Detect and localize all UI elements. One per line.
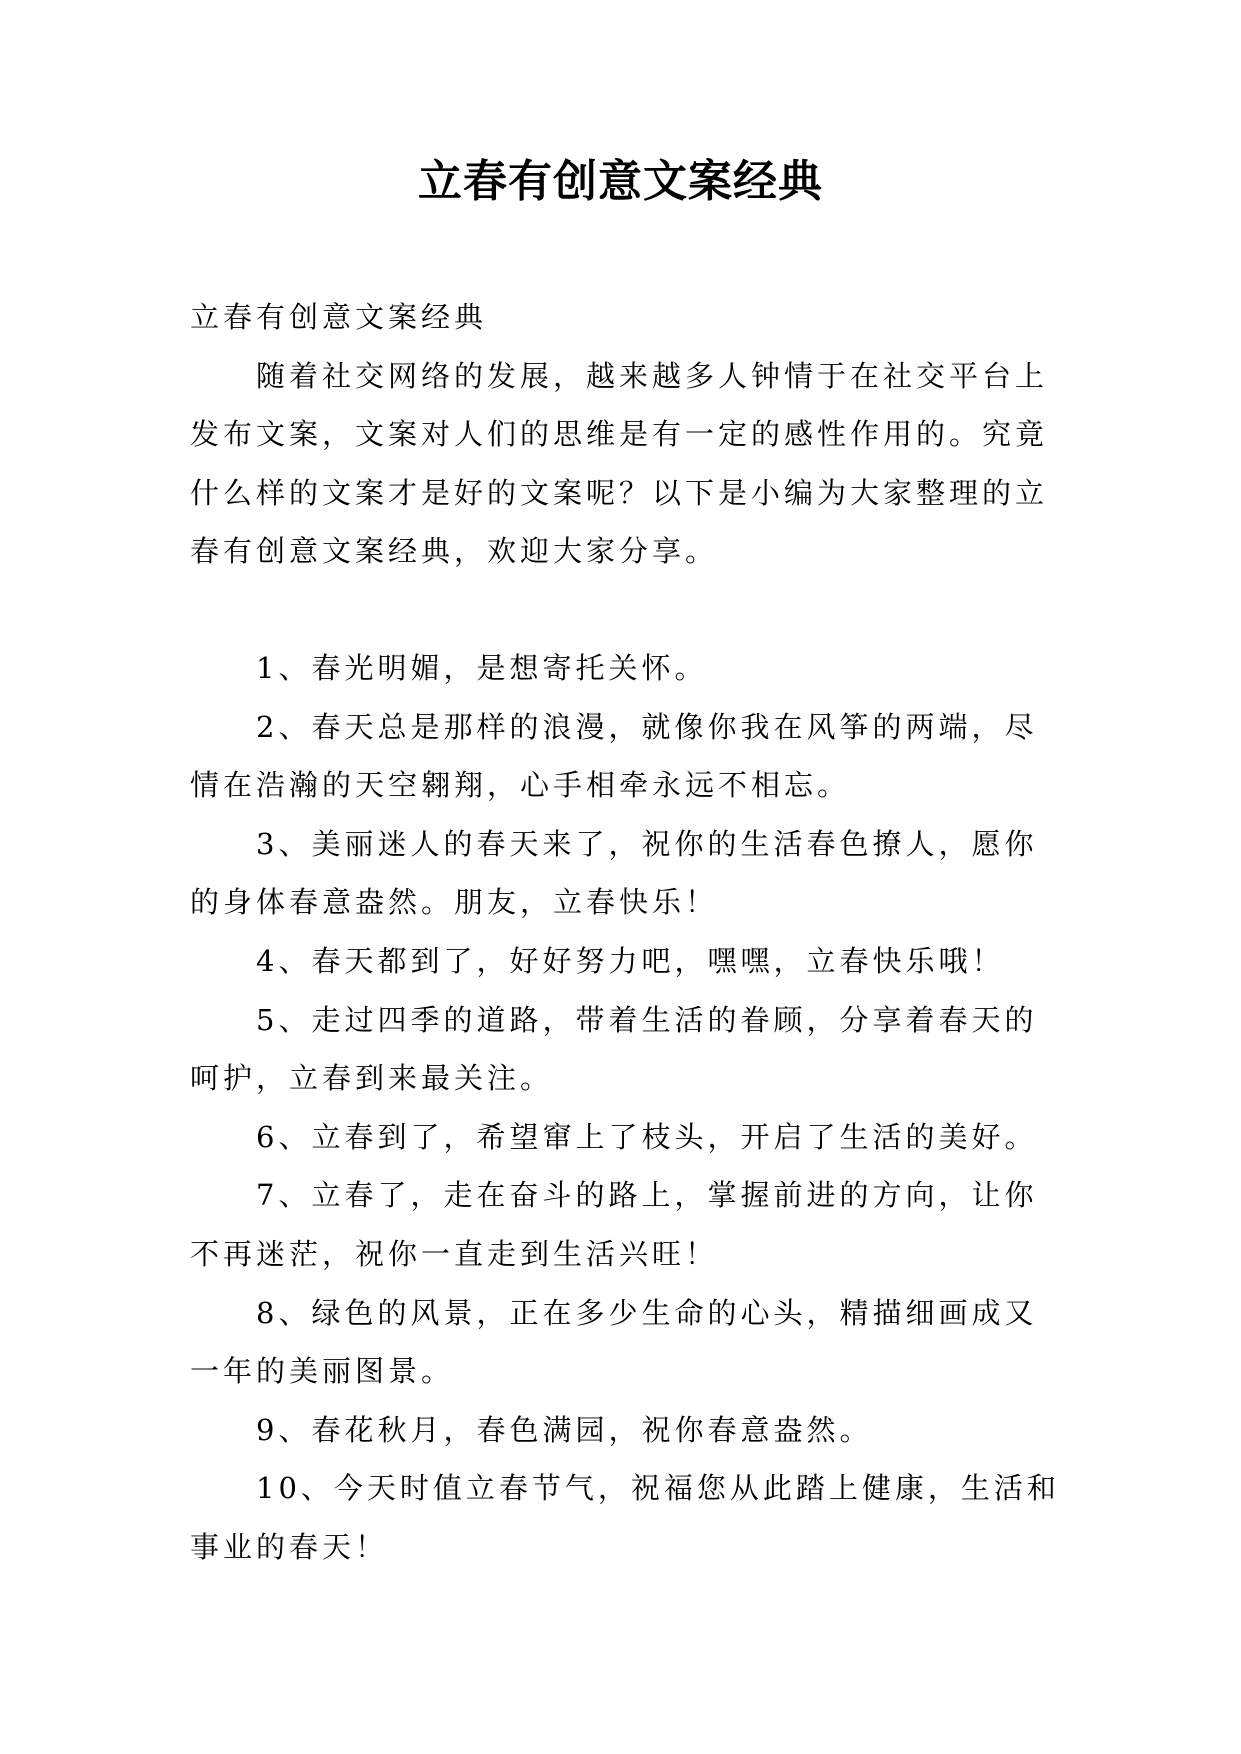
document-title: 立春有创意文案经典 <box>418 156 823 207</box>
list-item: 6、立春到了，希望窜上了枝头，开启了生活的美好。 <box>256 1119 1038 1154</box>
list-item: 3、美丽迷人的春天来了，祝你的生活春色撩人，愿你的身体春意盎然。朋友，立春快乐！ <box>190 826 1038 920</box>
list-item: 1、春光明媚，是想寄托关怀。 <box>256 650 708 685</box>
document-subtitle: 立春有创意文案经典 <box>190 300 488 334</box>
list-item: 4、春天都到了，好好努力吧，嘿嘿，立春快乐哦！ <box>256 943 1005 978</box>
list-item: 8、绿色的风景，正在多少生命的心头，精描细画成又一年的美丽图景。 <box>190 1295 1038 1389</box>
list-item: 9、春花秋月，春色满园，祝你春意盎然。 <box>256 1412 873 1447</box>
document-body <box>190 288 1060 1576</box>
list-item: 2、春天总是那样的浪漫，就像你我在风筝的两端，尽情在浩瀚的天空翱翔，心手相牵永远不相忘。 <box>190 709 1038 803</box>
paragraph-gap <box>190 581 1060 639</box>
intro-paragraph: 随着社交网络的发展，越来越多人钟情于在社交平台上发布文案，文案对人们的思维是有一定的感性作用的。究竟什么样的文案才是好的文案呢？以下是小编为大家整理的立春有创意文案经典，欢迎大家分享。 <box>190 358 1049 569</box>
list-item: 5、走过四季的道路，带着生活的眷顾，分享着春天的呵护，立春到来最关注。 <box>190 1002 1038 1096</box>
list-item: 7、立春了，走在奋斗的路上，掌握前进的方向，让你不再迷茫，祝你一直走到生活兴旺！ <box>190 1178 1038 1271</box>
list-item: 10、今天时值立春节气，祝福您从此踏上健康，生活和事业的春天！ <box>190 1471 1060 1564</box>
